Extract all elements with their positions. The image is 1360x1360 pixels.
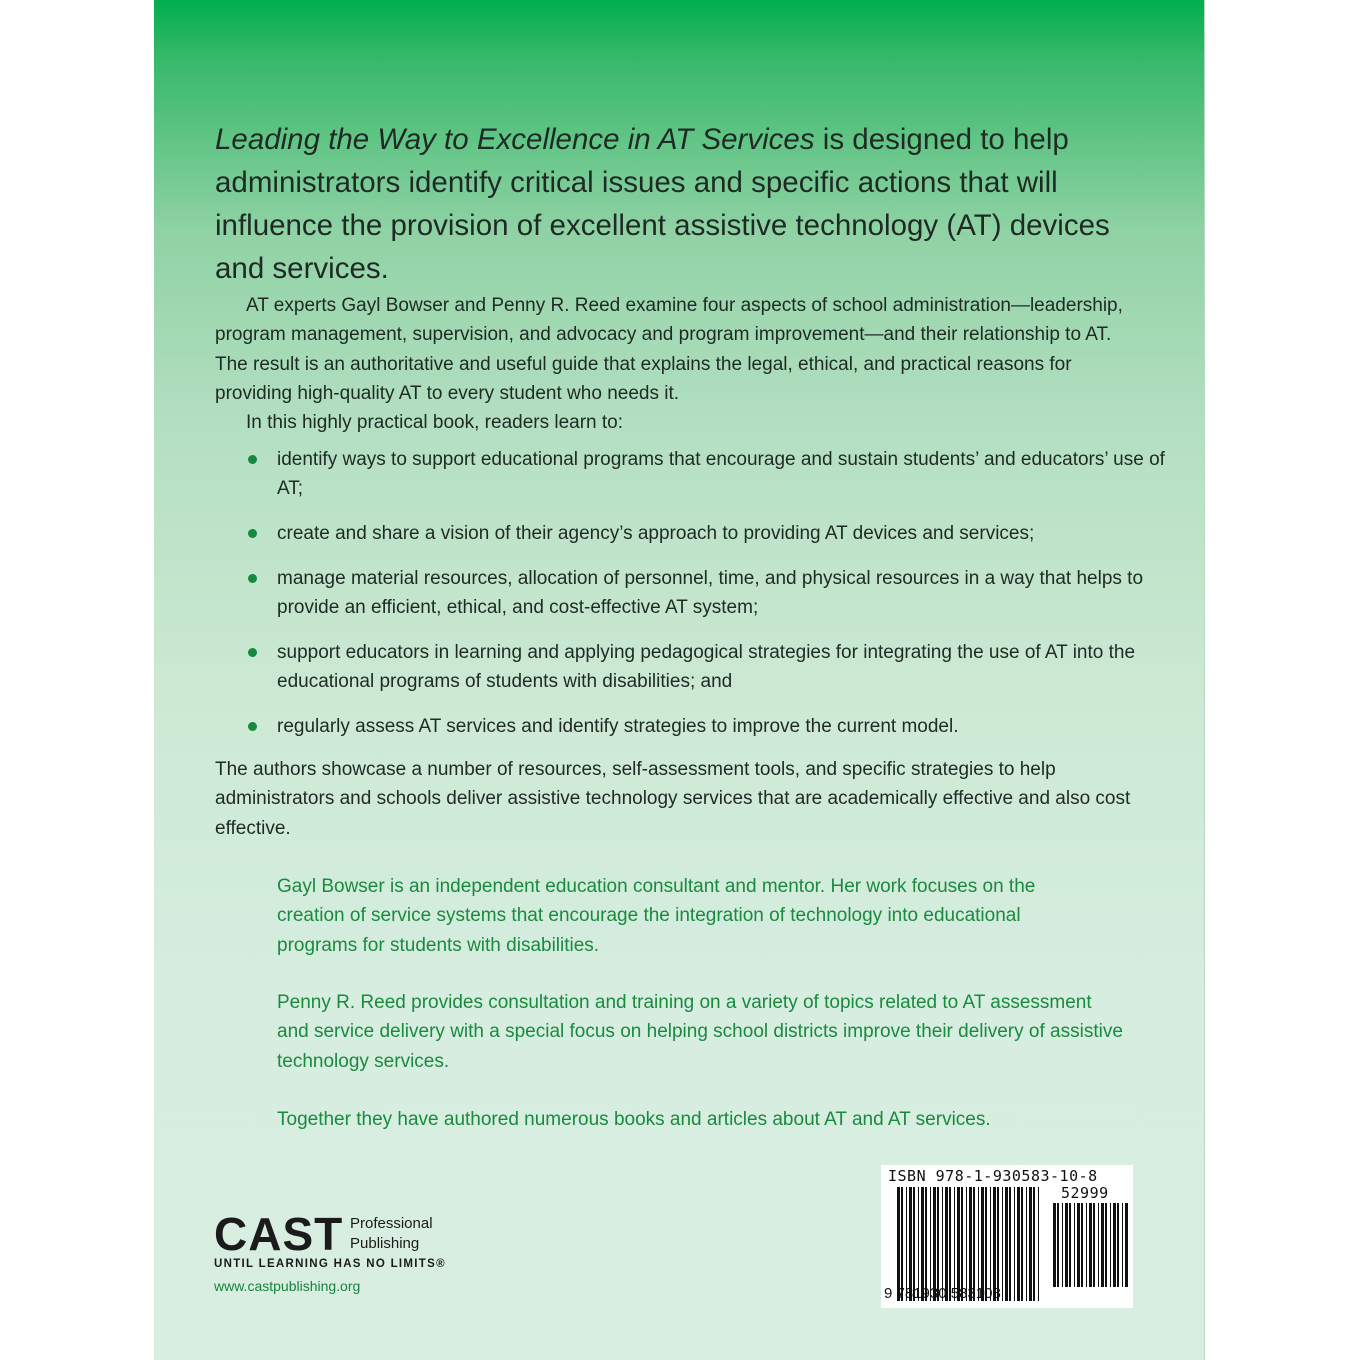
learning-bullet-list [215,445,1175,757]
barcode-bar [897,1187,900,1301]
barcode-bar [918,1187,919,1301]
barcode-bar [937,1187,939,1301]
bullet-dot-icon [248,722,257,731]
bullet-dot-icon [248,455,257,464]
barcode-bar [1086,1203,1087,1287]
barcode-bar [949,1187,951,1301]
barcode-bar [954,1187,955,1301]
publisher-url[interactable]: www.castpublishing.org [214,1278,361,1294]
barcode-bar [906,1187,907,1301]
barcode-bar [990,1187,991,1301]
barcode-bar [1017,1187,1020,1301]
barcode-bar [930,1187,931,1301]
barcode-bar [1077,1203,1080,1287]
barcode-bar [921,1187,924,1301]
barcode-bar [1089,1203,1092,1287]
barcode-bar [966,1187,967,1301]
barcode-bar [1101,1203,1104,1287]
barcode-bar [1081,1203,1083,1287]
barcode-bar [1053,1203,1056,1287]
barcode-bar [909,1187,912,1301]
barcode-bar [1069,1203,1071,1287]
lead-statement [215,118,1115,290]
bullet-dot-icon [248,574,257,583]
publisher-logo [214,1210,454,1300]
book-title: Leading the Way to Excellence in AT Services [215,123,815,156]
barcode-bar [957,1187,960,1301]
barcode-bar [993,1187,996,1301]
barcode-bar [1074,1203,1075,1287]
barcode-bar [969,1187,972,1301]
barcode-digits: 9 781930 583108 [884,1285,1001,1302]
bullet-text: create and share a vision of their agency’s approach to providing AT devices and services; [277,523,1035,545]
publisher-name: CAST [214,1208,344,1260]
barcode-bar [1005,1187,1008,1301]
barcode-bar [1002,1187,1003,1301]
barcode-bar [1029,1187,1032,1301]
bullet-text: manage material resources, allocation of personnel, time, and physical resources in a way that helps to provide an efficient, ethical, and cost-effective AT system; [277,567,1144,619]
barcode-bar [997,1187,999,1301]
barcode-bar [913,1187,915,1301]
barcode-bar [925,1187,927,1301]
bullet-text: support educators in learning and applying pedagogical strategies for integrating the use of AT into the educational programs of students with disabilities; and [277,641,1136,693]
barcode-bar [985,1187,987,1301]
isbn-barcode [881,1165,1133,1308]
author-bio-bowser: Gayl Bowser is an independent education consultant and mentor. Her work focuses on the creation of service systems that encourage the integration of technology into educational programs for students with disabilities. [277,876,1036,956]
bullet-dot-icon [248,529,257,538]
barcode-bar [1062,1203,1063,1287]
barcode-bar [1014,1187,1015,1301]
authors-together-note: Together they have authored numerous books and articles about AT and AT services. [277,1109,991,1130]
barcode-bar [1093,1203,1095,1287]
description-paragraph: AT experts Gayl Bowser and Penny R. Reed examine four aspects of school administration—leadership, program management, supervision, and advocacy and program improvement—and their relationship to AT. The result is an authoritative and useful guide that explains the legal, ethical, and practical reasons for providing high-quality AT to every student who needs it. [215,295,1123,404]
price-code: 52999 [1061,1184,1109,1202]
closing-paragraph: The authors showcase a number of resources, self-assessment tools, and specific strategies to help administrators and schools deliver assistive technology services that are academically effective and also cost effective. [215,759,1131,839]
barcode-bar [1026,1187,1027,1301]
bullet-item [215,564,1175,623]
publisher-imprint-line2: Publishing [350,1235,420,1252]
bullet-text: identify ways to support educational programs that encourage and sustain students’ and educators’ use of AT; [277,449,1165,500]
barcode-bar [942,1187,943,1301]
barcode-bar [1125,1203,1128,1287]
barcode-bar [1110,1203,1111,1287]
barcode-bar [1117,1203,1119,1287]
bullet-item [215,519,1175,548]
barcode-bar [1065,1203,1068,1287]
back-cover [154,0,1205,1360]
publisher-imprint [350,1214,433,1254]
barcode-bar [961,1187,963,1301]
bullet-item [215,712,1175,741]
bullet-dot-icon [248,648,257,657]
barcode-bar [901,1187,903,1301]
barcode-bar [1021,1187,1023,1301]
lead-statement-text: is designed to help administrators identify critical issues and specific actions that will influence the provision of excellent assistive technology (AT) devices and services. [215,123,1110,285]
author-bio-reed: Penny R. Reed provides consultation and training on a variety of topics related to AT assessment and service delivery with a special focus on helping school districts improve their delivery of assistive technology services. [277,992,1123,1072]
learning-intro: In this highly practical book, readers learn to: [246,412,624,433]
publisher-imprint-line1: Professional [350,1215,433,1232]
barcode-bar [1113,1203,1116,1287]
barcode-bar [1038,1187,1039,1301]
publisher-tagline: UNTIL LEARNING HAS NO LIMITS® [214,1258,446,1270]
barcode-bar [1057,1203,1059,1287]
barcode-bar [933,1187,936,1301]
barcode-bar [945,1187,948,1301]
bullet-item [215,445,1175,504]
barcode-bar [981,1187,984,1301]
bullet-text: regularly assess AT services and identify strategies to improve the current model. [277,716,959,738]
barcode-bar [1033,1187,1035,1301]
barcode-bar [978,1187,979,1301]
barcode-bar [1105,1203,1107,1287]
barcode-bar [973,1187,975,1301]
bullet-item [215,638,1175,697]
barcode-bar [1122,1203,1123,1287]
barcode-bar [1009,1187,1011,1301]
barcode-bar [1098,1203,1099,1287]
isbn-label: ISBN 978-1-930583-10-8 [888,1167,1098,1185]
